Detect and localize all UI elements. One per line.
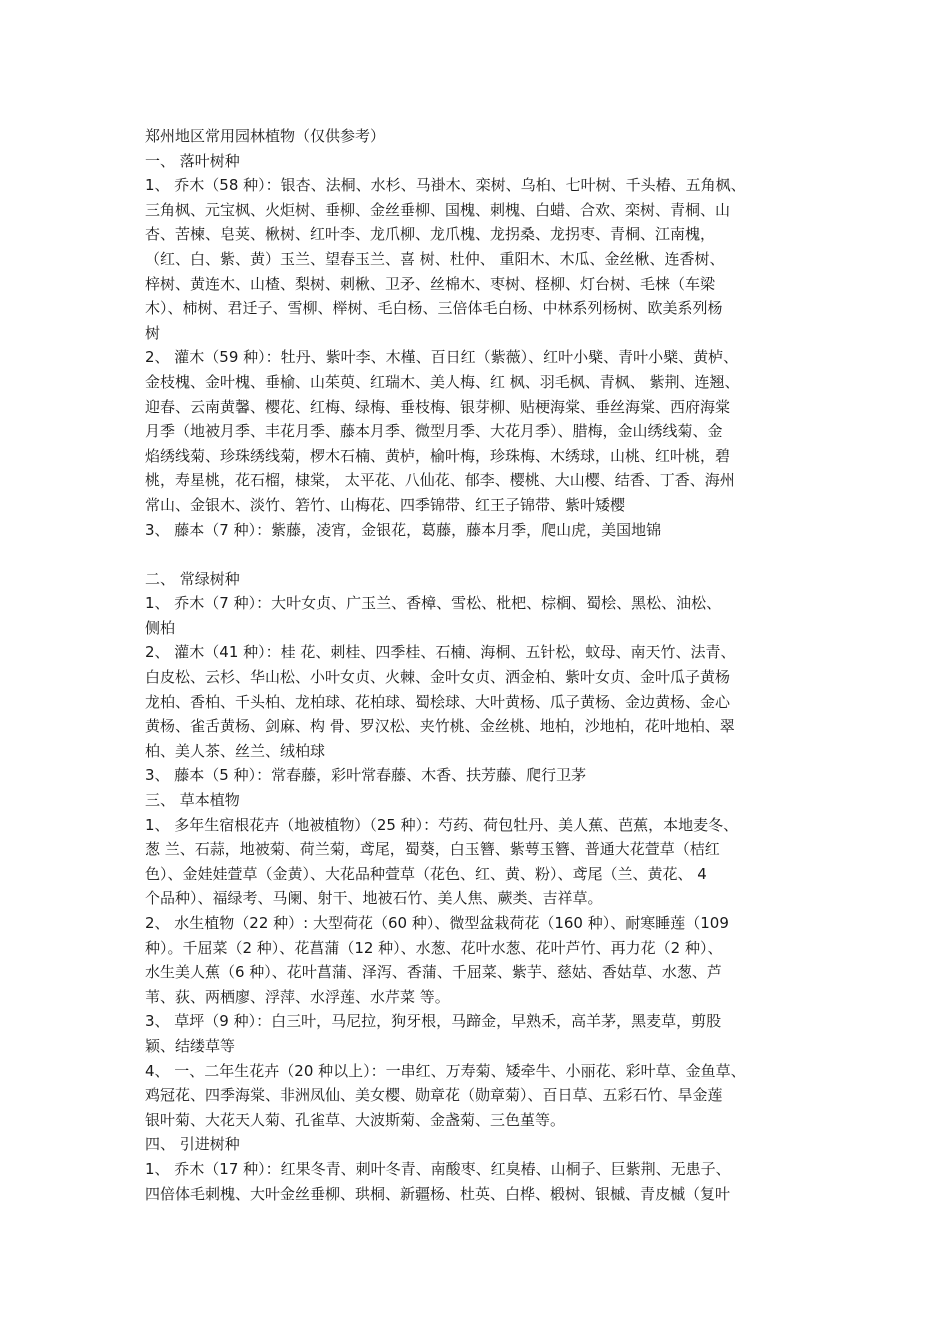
list-item: 1、 多年生宿根花卉（地被植物）（25 种）：芍药、荷包牡丹、美人蕉、芭蕉，本地麦冬、 xyxy=(145,815,739,834)
list-item: 4、 一、二年生花卉（20 种以上）：一串红、万寿菊、矮牵牛、小丽花、彩叶草、金鱼草、 xyxy=(145,1061,746,1080)
list-item-continuation: 柏、美人茶、丝兰、绒柏球 xyxy=(145,741,326,760)
list-item-continuation: 颖、结缕草等 xyxy=(145,1036,236,1055)
list-item-continuation: 桃，寿星桃，花石榴，棣棠， 太平花、八仙花、郁李、樱桃、大山樱、结香、丁香、海州 xyxy=(145,471,735,490)
blank-line xyxy=(145,542,825,567)
list-item: 1、 乔木（17 种）：红果冬青、刺叶冬青、南酸枣、红臭椿、山桐子、巨紫荆、无患子、 xyxy=(145,1159,731,1178)
section-heading: 一、 落叶树种 xyxy=(145,151,240,170)
section-heading: 四、 引进树种 xyxy=(145,1135,240,1154)
list-item-continuation: 龙柏、香柏、千头柏、龙柏球、花柏球、蜀桧球、大叶黄杨、瓜子黄杨、金边黄杨、金心 xyxy=(145,692,731,711)
list-item: 2、 灌木（59 种）：牡丹、紫叶李、木槿、百日红（紫薇）、红叶小檗、青叶小檗、黄栌、 xyxy=(145,348,739,367)
document-title: 郑州地区常用园林植物（仅供参考） xyxy=(145,127,386,145)
list-item: 1、 乔木（7 种）：大叶女贞、广玉兰、香樟、雪松、枇杷、棕榈、蜀桧、黑松、油松、 xyxy=(145,594,722,613)
list-item-continuation: 杏、苦楝、皂荚、楸树、红叶李、龙爪柳、龙爪槐、龙拐桑、龙拐枣、青桐、江南槐， xyxy=(145,225,716,244)
list-item-continuation: 色）、金娃娃萱草（金黄）、大花品种萱草（花色、红、黄、粉）、鸢尾（兰、黄花、 4 xyxy=(145,864,707,883)
list-item: 3、 藤本（5 种）：常春藤，彩叶常春藤、木香、扶芳藤、爬行卫茅 xyxy=(145,766,587,785)
list-item-continuation: 焰绣线菊、珍珠绣线菊，椤木石楠、黄栌，榆叶梅，珍珠梅、木绣球，山桃、红叶桃，碧 xyxy=(145,446,731,465)
list-item-continuation: （红、白、紫、黄）玉兰、望春玉兰、喜 树、杜仲、 重阳木、木瓜、金丝楸、连香树、 xyxy=(145,249,725,268)
list-item-continuation: 树 xyxy=(145,323,161,342)
list-item: 2、 灌木（41 种）：桂 花、刺桂、四季桂、石楠、海桐、五针松，蚊母、南天竹、法青、 xyxy=(145,643,736,662)
list-item-continuation: 葱 兰、石蒜，地被菊、荷兰菊，鸢尾，蜀葵，白玉簪、紫萼玉簪、普通大花萱草（桔红 xyxy=(145,840,720,859)
list-item-continuation: 侧柏 xyxy=(145,618,176,637)
list-item: 1、 乔木（58 种）：银杏、法桐、水杉、马褂木、栾树、乌桕、七叶树、千头椿、五角枫、 xyxy=(145,176,746,195)
list-item-continuation: 四倍体毛刺槐、大叶金丝垂柳、珙桐、新疆杨、杜英、白桦、椴树、银槭、青皮槭（复叶 xyxy=(145,1184,731,1203)
list-item-continuation: 常山、金银木、淡竹、箬竹、山梅花、四季锦带、红王子锦带、紫叶矮樱 xyxy=(145,495,626,514)
list-item: 3、 草坪（9 种）：白三叶，马尼拉，狗牙根，马蹄金，早熟禾，高羊茅，黑麦草，剪股 xyxy=(145,1012,722,1031)
list-item-continuation: 个品种）、福绿考、马阑、射干、地被石竹、美人焦、蕨类、吉祥草。 xyxy=(145,889,603,908)
list-item-continuation: 鸡冠花、四季海棠、非洲凤仙、美女樱、勋章花（勋章菊）、百日草、五彩石竹、旱金莲 xyxy=(145,1086,723,1105)
document-page xyxy=(145,124,825,1206)
list-item-continuation: 迎春、云南黄馨、樱花、红梅、绿梅、垂枝梅、银芽柳、贴梗海棠、垂丝海棠、西府海棠 xyxy=(145,397,731,416)
list-item-continuation: 水生美人蕉（6 种）、花叶菖蒲、泽泻、香蒲、千屈菜、紫芋、慈姑、香姑草、水葱、芦 xyxy=(145,963,722,982)
section-heading: 三、 草本植物 xyxy=(145,791,240,810)
list-item-continuation: 苇、荻、两栖廖、浮萍、水浮莲、水芹菜 等。 xyxy=(145,987,450,1006)
list-item-continuation: 三角枫、元宝枫、火炬树、垂柳、金丝垂柳、国槐、刺槐、白蜡、合欢、栾树、青桐、山 xyxy=(145,200,731,219)
list-item-continuation: 黄杨、雀舌黄杨、剑麻、构 骨、罗汉松、夹竹桃、金丝桃、地柏，沙地柏，花叶地柏、翠 xyxy=(145,717,735,736)
list-item: 3、 藤本（7 种）：紫藤，凌宵，金银花，葛藤，藤本月季，爬山虎，美国地锦 xyxy=(145,520,662,539)
list-item-continuation: 梓树、黄连木、山楂、梨树、刺楸、卫矛、丝棉木、枣树、柽柳、灯台树、毛梾（车梁 xyxy=(145,274,716,293)
list-item-continuation: 木）、柿树、君迁子、雪柳、榉树、毛白杨、三倍体毛白杨、中林系列杨树、欧美系列杨 xyxy=(145,299,723,318)
list-item-continuation: 月季（地被月季、丰花月季、藤本月季、微型月季、大花月季）、腊梅，金山绣线菊、金 xyxy=(145,422,723,441)
list-item-continuation: 白皮松、云杉、华山松、小叶女贞、火棘、金叶女贞、洒金柏、紫叶女贞、金叶瓜子黄杨 xyxy=(145,668,731,687)
section-heading: 二、 常绿树种 xyxy=(145,569,240,588)
list-item: 2、 水生植物（22 种）: 大型荷花（60 种）、微型盆栽荷花（160 种）、耐寒睡莲（109 xyxy=(145,914,729,932)
list-item-continuation: 金枝槐、金叶槐、垂榆、山茱萸、红瑞木、美人梅、红 枫、羽毛枫、青枫、 紫荆、连翘、 xyxy=(145,372,740,391)
list-item-continuation: 银叶菊、大花天人菊、孔雀草、大波斯菊、金盏菊、三色堇等。 xyxy=(145,1110,566,1129)
document-body xyxy=(145,149,825,1207)
list-item-continuation: 种）。千屈菜（2 种）、花菖蒲（12 种）、水葱、花叶水葱、花叶芦竹、再力花（2 种）、 xyxy=(145,938,723,957)
